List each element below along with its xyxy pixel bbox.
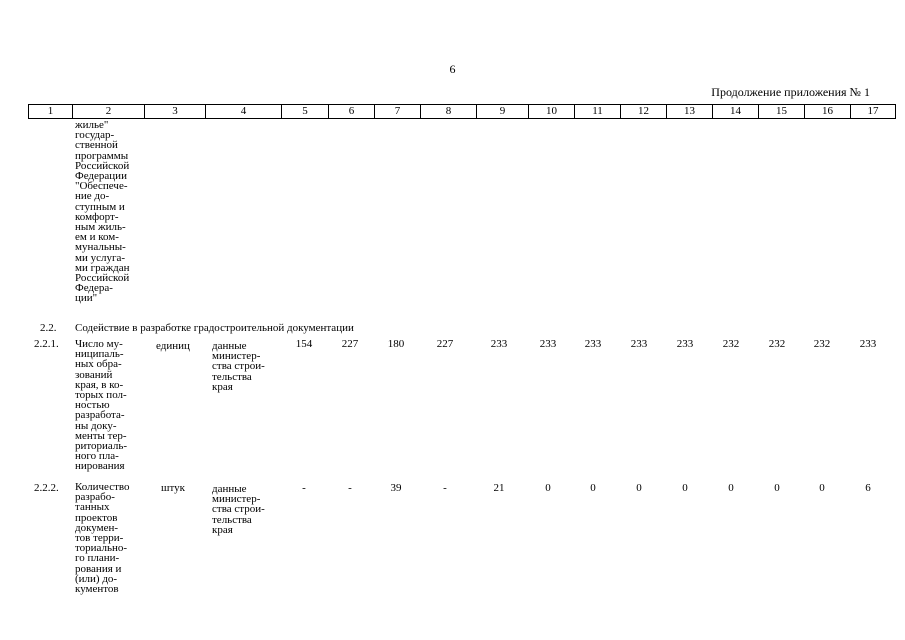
column-number-cell: 10: [529, 105, 575, 119]
column-number-cell: 14: [713, 105, 759, 119]
row-value: 0: [636, 482, 642, 494]
row-value: 233: [584, 338, 602, 350]
row-value: 233: [676, 338, 694, 350]
row-value: 0: [682, 482, 688, 494]
column-number-cell: 2: [73, 105, 145, 119]
row-source: данные министер- ства строи- тельства края: [212, 483, 265, 536]
column-number-cell: 12: [621, 105, 667, 119]
carryover-indicator-text: жилье" государ- ственной программы Российской Федерации "Обеспече- ние до- ступным и комфорт- ным жиль- ем и ком- мунальны- ми услуга- ми граждан Российской Федера- ции": [75, 119, 130, 305]
row-value: 39: [390, 482, 402, 494]
row-value: 232: [813, 338, 831, 350]
row-value: 0: [545, 482, 551, 494]
row-value: 180: [387, 338, 405, 350]
row-number: 2.2.2.: [34, 482, 59, 494]
column-number-cell: 13: [667, 105, 713, 119]
row-value: 154: [295, 338, 313, 350]
column-number-cell: 8: [421, 105, 477, 119]
row-value: 233: [630, 338, 648, 350]
row-value: 232: [722, 338, 740, 350]
row-value: 0: [728, 482, 734, 494]
row-value: 0: [819, 482, 825, 494]
row-value: 0: [590, 482, 596, 494]
row-unit: единиц: [156, 340, 190, 352]
row-value: -: [348, 482, 352, 494]
column-number-cell: 3: [145, 105, 206, 119]
row-value: 0: [774, 482, 780, 494]
column-number-cell: 5: [282, 105, 329, 119]
column-number-cell: 16: [805, 105, 851, 119]
column-number-cell: 11: [575, 105, 621, 119]
row-value: 6: [865, 482, 871, 494]
row-value: -: [443, 482, 447, 494]
section-number: 2.2.: [40, 322, 57, 334]
page-number: 6: [449, 62, 456, 76]
column-number-cell: 17: [851, 105, 896, 119]
column-number-cell: 4: [206, 105, 282, 119]
continuation-caption: Продолжение приложения № 1: [711, 85, 870, 99]
row-value: -: [302, 482, 306, 494]
row-source: данные министер- ства строи- тельства края: [212, 340, 265, 393]
row-value: 227: [436, 338, 454, 350]
section-title: Содействие в разработке градостроительной документации: [75, 322, 354, 334]
column-number-cell: 7: [375, 105, 421, 119]
row-value: 233: [490, 338, 508, 350]
row-value: 233: [539, 338, 557, 350]
row-indicator: Количество разрабо- танных проектов докумен- тов терри- ториально- го плани- рования и (или) до- кументов: [75, 481, 130, 596]
row-unit: штук: [161, 482, 185, 494]
row-value: 227: [341, 338, 359, 350]
row-value: 232: [768, 338, 786, 350]
column-number-header: [28, 104, 896, 119]
column-number-cell: 6: [329, 105, 375, 119]
row-indicator: Число му- ниципаль- ных обра- зований края, в ко- торых пол- ностью разработа- ны доку- менты тер- риториаль- ного пла- нирования: [75, 338, 128, 473]
row-number: 2.2.1.: [34, 338, 59, 350]
column-number-cell: 9: [477, 105, 529, 119]
column-number-cell: 15: [759, 105, 805, 119]
row-value: 21: [493, 482, 505, 494]
column-number-cell: 1: [29, 105, 73, 119]
row-value: 233: [859, 338, 877, 350]
